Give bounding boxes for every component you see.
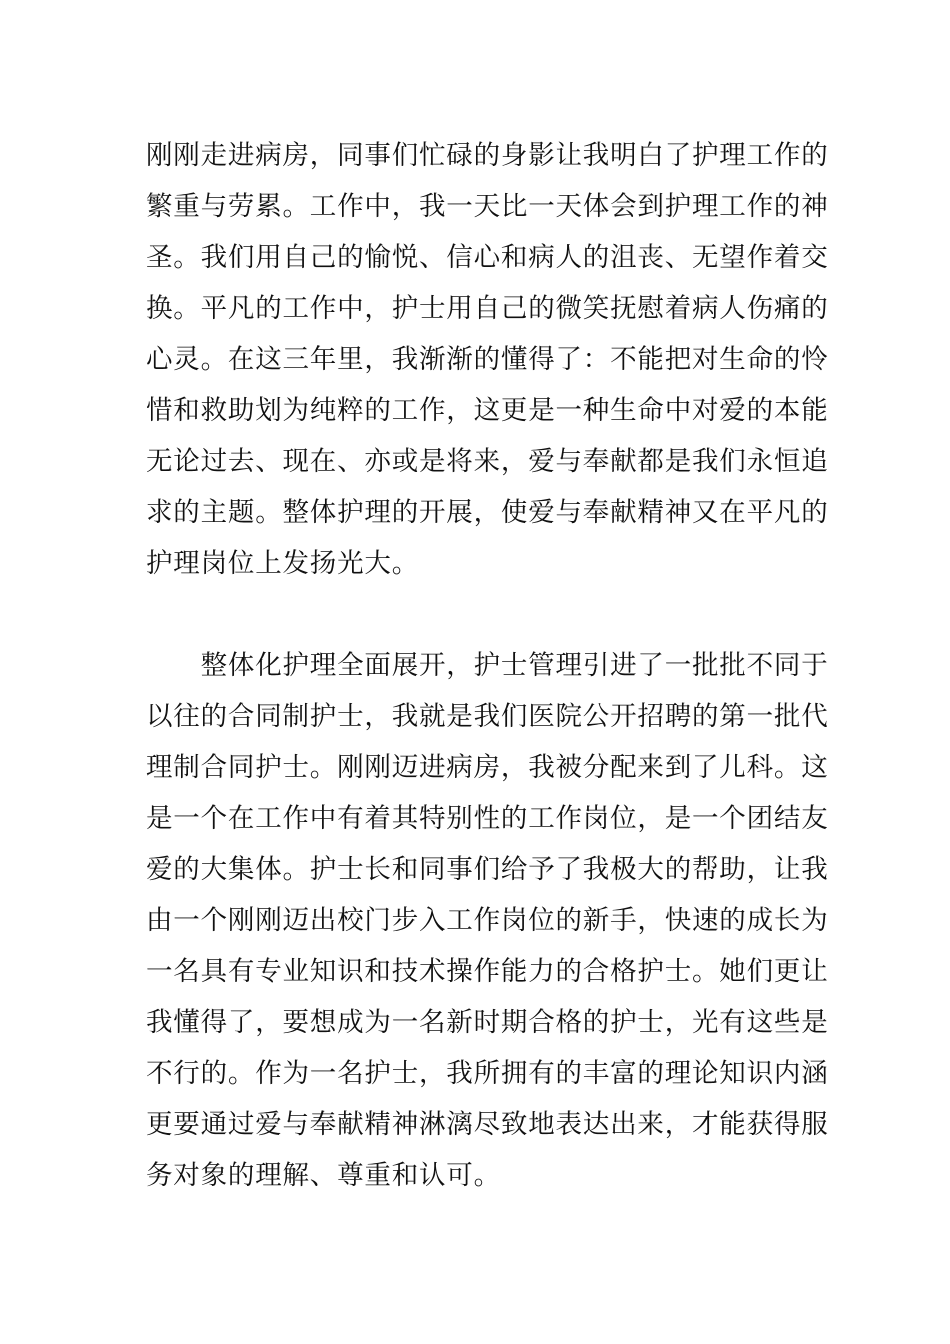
text-line: 无论过去、现在、亦或是将来，爱与奉献都是我们永恒追: [146, 446, 829, 477]
text-line: 以往的合同制护士，我就是我们医院公开招聘的第一批代: [146, 701, 829, 732]
text-line: 务对象的理解、尊重和认可。: [146, 1160, 501, 1191]
text-line: 求的主题。整体护理的开展，使爱与奉献精神又在平凡的: [146, 497, 829, 528]
paragraph-1: [146, 130, 829, 589]
text-line: 惜和救助划为纯粹的工作，这更是一种生命中对爱的本能: [146, 395, 829, 426]
text-line: 刚刚走进病房，同事们忙碌的身影让我明白了护理工作的: [146, 140, 829, 171]
text-line: 心灵。在这三年里，我渐渐的懂得了：不能把对生命的怜: [146, 344, 829, 375]
document-body: [146, 130, 829, 1201]
text-line: 爱的大集体。护士长和同事们给予了我极大的帮助，让我: [146, 854, 829, 885]
text-line: 一名具有专业知识和技术操作能力的合格护士。她们更让: [146, 956, 829, 987]
text-line: 更要通过爱与奉献精神淋漓尽致地表达出来，才能获得服: [146, 1109, 829, 1140]
text-line: 我懂得了，要想成为一名新时期合格的护士，光有这些是: [146, 1007, 829, 1038]
paragraph-2: [146, 640, 829, 1201]
text-line: 由一个刚刚迈出校门步入工作岗位的新手，快速的成长为: [146, 905, 829, 936]
text-line: 护理岗位上发扬光大。: [146, 548, 419, 579]
text-line: 不行的。作为一名护士，我所拥有的丰富的理论知识内涵: [146, 1058, 829, 1089]
text-line: 理制合同护士。刚刚迈进病房，我被分配来到了儿科。这: [146, 752, 829, 783]
text-line: 圣。我们用自己的愉悦、信心和病人的沮丧、无望作着交: [146, 242, 829, 273]
text-line: 繁重与劳累。工作中，我一天比一天体会到护理工作的神: [146, 191, 829, 222]
text-line: 整体化护理全面展开，护士管理引进了一批批不同于: [146, 650, 829, 681]
text-line: 是一个在工作中有着其特别性的工作岗位，是一个团结友: [146, 803, 829, 834]
text-line: 换。平凡的工作中，护士用自己的微笑抚慰着病人伤痛的: [146, 293, 829, 324]
